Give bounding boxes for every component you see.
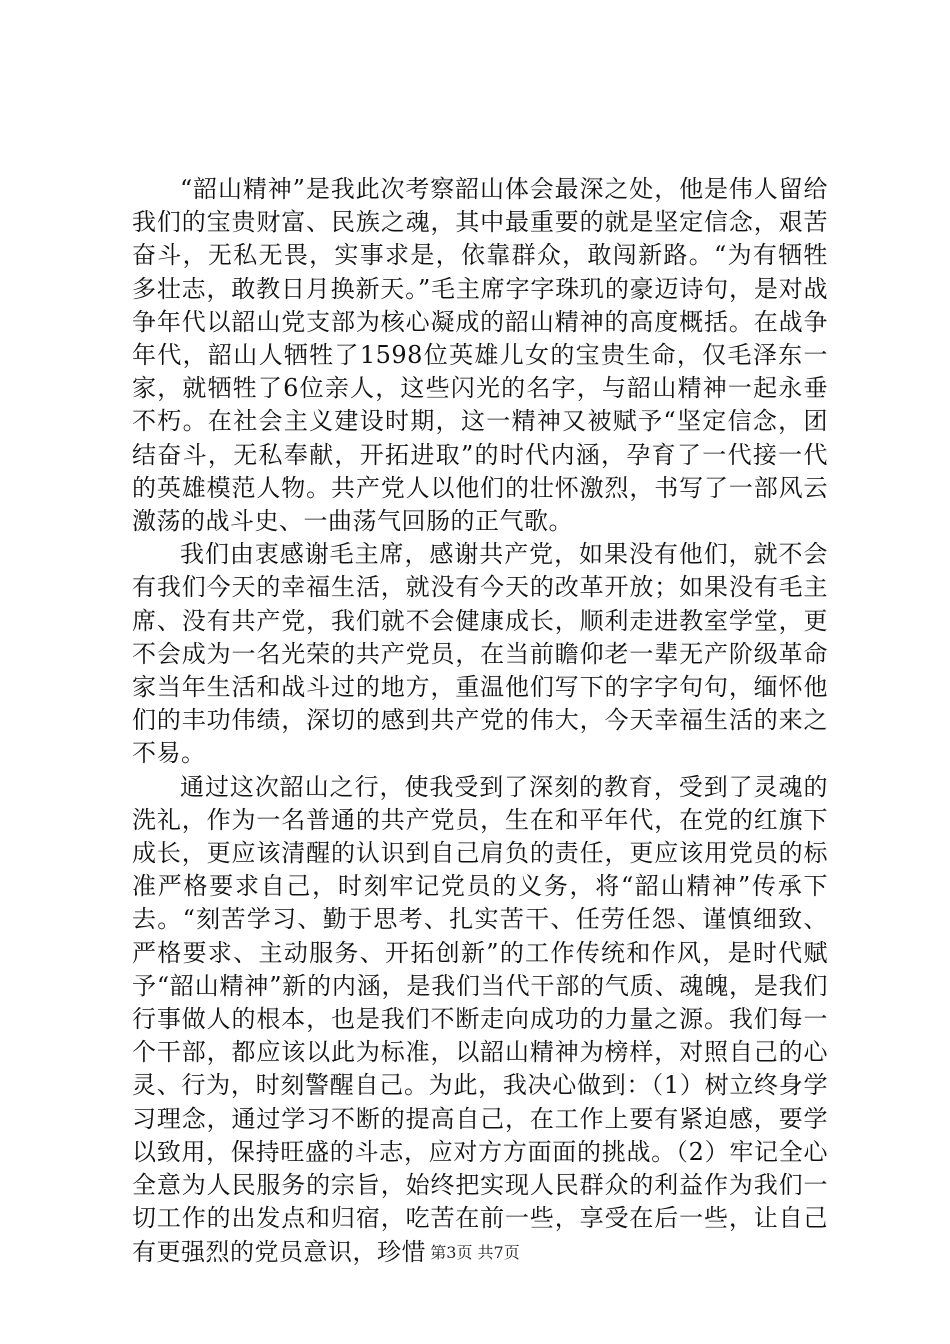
paragraph-shaoshan-spirit: “韶山精神”是我此次考察韶山体会最深之处，他是伟人留给我们的宝贵财富、民族之魂，其中最重要的就是坚定信念，艰苦奋斗，无私无畏，实事求是，依靠群众，敢闯新路。“为有牺牲多壮志，敢教日月换新天。”毛主席字字珠玑的豪迈诗句，是对战争年代以韶山党支部为核心凝成的韶山精神的高度概括。在战争年代，韶山人牺牲了1598位英雄儿女的宝贵生命，仅毛泽东一家，就牺牲了6位亲人，这些闪光的名字，与韶山精神一起永垂不朽。在社会主义建设时期，这一精神又被赋予“坚定信念，团结奋斗，无私奉献，开拓进取”的时代内涵，孕育了一代接一代的英雄模范人物。共产党人以他们的壮怀激烈，书写了一部风云激荡的战斗史、一曲荡气回肠的正气歌。	[132, 175, 828, 536]
document-body	[132, 173, 828, 1269]
paragraph-resolution: 通过这次韶山之行，使我受到了深刻的教育，受到了灵魂的洗礼，作为一名普通的共产党员，生在和平年代，在党的红旗下成长，更应该清醒的认识到自己肩负的责任，更应该用党员的标准严格要求自己，时刻牢记党员的义务，将“韶山精神”传承下去。“刻苦学习、勤于思考、扎实苦干、任劳任怨、谨慎细致、严格要求、主动服务、开拓创新”的工作传统和作风，是时代赋予“韶山精神”新的内涵，是我们当代干部的气质、魂魄，是我们行事做人的根本，也是我们不断走向成功的力量之源。我们每一个干部，都应该以此为标准，以韶山精神为榜样，对照自己的心灵、行为，时刻警醒自己。为此，我决心做到：（1）树立终身学习理念，通过学习不断的提高自己，在工作上要有紧迫感，要学以致用，保持旺盛的斗志，应对方方面面的挑战。（2）牢记全心全意为人民服务的宗旨，始终把实现人民群众的利益作为我们一切工作的出发点和归宿，吃苦在前一些，享受在后一些，让自己有更强烈的党员意识，珍惜	[132, 772, 828, 1266]
page-number-footer: 第3页 共7页	[430, 1243, 520, 1262]
paragraph-gratitude: 我们由衷感谢毛主席，感谢共产党，如果没有他们，就不会有我们今天的幸福生活，就没有今天的改革开放；如果没有毛主席、没有共产党，我们就不会健康成长，顺利走进教室学堂，更不会成为一名光荣的共产党员，在当前瞻仰老一辈无产阶级革命家当年生活和战斗过的地方，重温他们写下的字字句句，缅怀他们的丰功伟绩，深切的感到共产党的伟大，今天幸福生活的来之不易。	[132, 540, 828, 768]
